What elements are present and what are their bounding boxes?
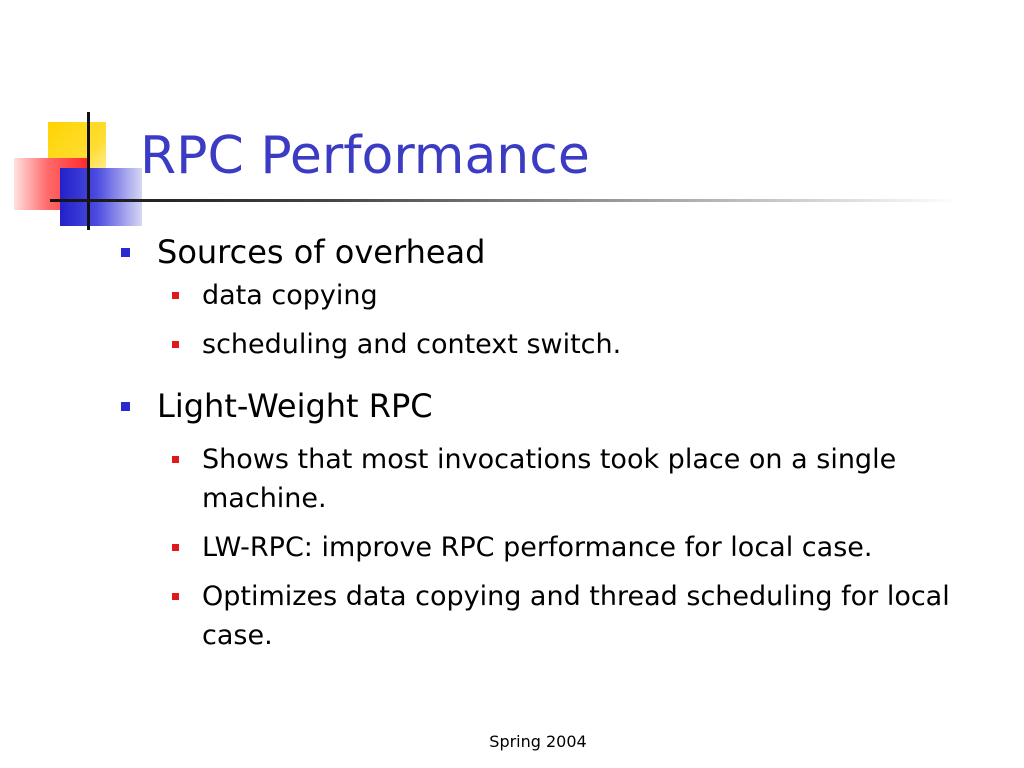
square-bullet-icon [172,292,179,299]
subbullet-shows-single-machine [202,440,992,518]
subbullet-scheduling [202,325,992,364]
slide-footer: Spring 2004 [489,732,587,751]
slide-body [0,228,1024,655]
logo-vertical-line [87,112,90,230]
bullet-text: Light-Weight RPC [157,387,433,425]
subbullet-text: Shows that most invocations took place on a single machine. [202,444,897,514]
subbullet-text: data copying [202,280,378,311]
subbullet-text: LW-RPC: improve RPC performance for local case. [202,532,873,563]
slide-title: RPC Performance [140,126,590,186]
subbullet-optimizes [202,577,992,655]
subbullet-data-copying [202,276,992,315]
subbullet-text: scheduling and context switch. [202,329,622,360]
bullet-text: Sources of overhead [157,233,486,271]
square-bullet-icon [172,593,179,600]
square-bullet-icon [172,341,179,348]
square-bullet-icon [121,248,130,257]
bullet-sources-of-overhead [157,228,987,276]
square-bullet-icon [172,456,179,463]
square-bullet-icon [172,544,179,551]
square-bullet-icon [121,402,130,411]
subbullet-text: Optimizes data copying and thread scheduling for local case. [202,581,950,651]
title-underline [50,199,960,202]
bullet-light-weight-rpc [157,382,987,430]
logo-blue-square [60,168,142,226]
subbullet-lw-rpc [202,528,992,567]
